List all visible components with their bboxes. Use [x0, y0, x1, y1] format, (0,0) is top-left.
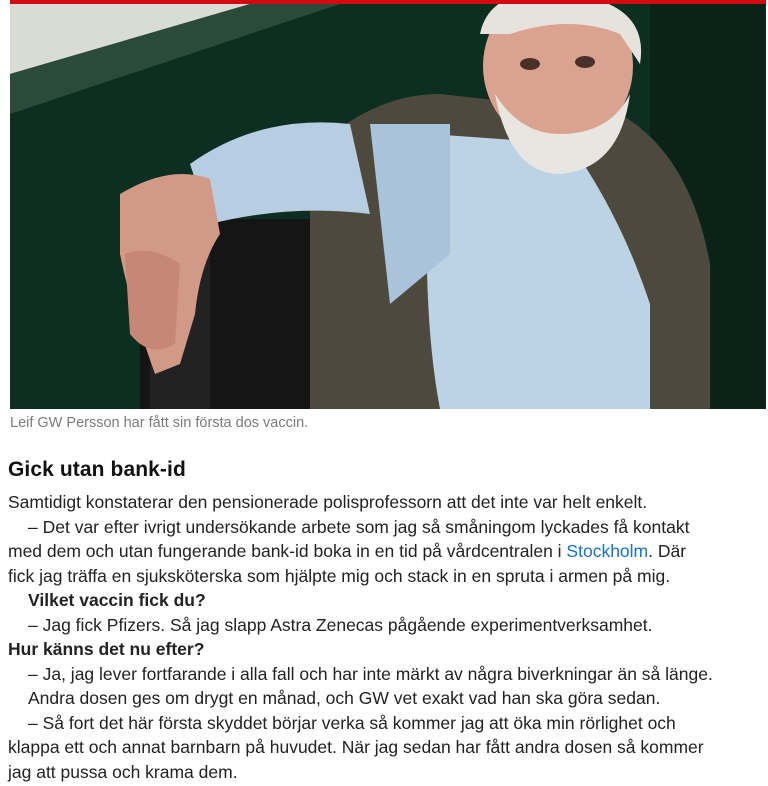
paragraph-closing-line1: – Så fort det här första skyddet börjar verka så kommer jag att öka min rörlighet och [28, 712, 676, 733]
paragraph-intro: Samtidigt konstaterar den pensionerade polisprofessorn att det inte var helt enkelt. [8, 492, 648, 512]
paragraph-quote [8, 515, 764, 589]
question-1: Vilket vaccin fick du? [28, 590, 206, 610]
paragraph-quote-line2-after: . Där [648, 541, 687, 561]
section-heading: Gick utan bank-id [8, 458, 186, 481]
answer-1: – Jag fick Pfizers. Så jag slapp Astra Zenecas pågående experimentverksamhet. [28, 614, 653, 635]
stockholm-link[interactable]: Stockholm [566, 541, 649, 561]
paragraph-quote-line3: fick jag träffa en sjuksköterska som hjälpte mig och stack in en spruta i armen på mig. [8, 565, 671, 586]
paragraph-closing-line2: klappa ett och annat barnbarn på huvudet. När jag sedan har fått andra dosen så kommer [8, 737, 704, 757]
question-2: Hur känns det nu efter? [8, 639, 205, 659]
paragraph-quote-line1: – Det var efter ivrigt undersökande arbete som jag så småningom lyckades få kontakt [28, 516, 690, 537]
answer-2: – Ja, jag lever fortfarande i alla fall och har inte märkt av några biverkningar än så länge. [28, 663, 713, 684]
paragraph-closing [8, 711, 764, 785]
photo-caption: Leif GW Persson har fått sin första dos vaccin. [10, 415, 309, 431]
paragraph-quote-line2-before: med dem och utan fungerande bank-id boka in en tid på vårdcentralen i [8, 541, 567, 561]
article-photo [10, 4, 766, 409]
paragraph-dose: Andra dosen ges om drygt en månad, och GW vet exakt vad han ska göra sedan. [28, 688, 661, 708]
article-body [8, 458, 764, 784]
paragraph-closing-line3: jag att pussa och krama dem. [8, 761, 238, 782]
